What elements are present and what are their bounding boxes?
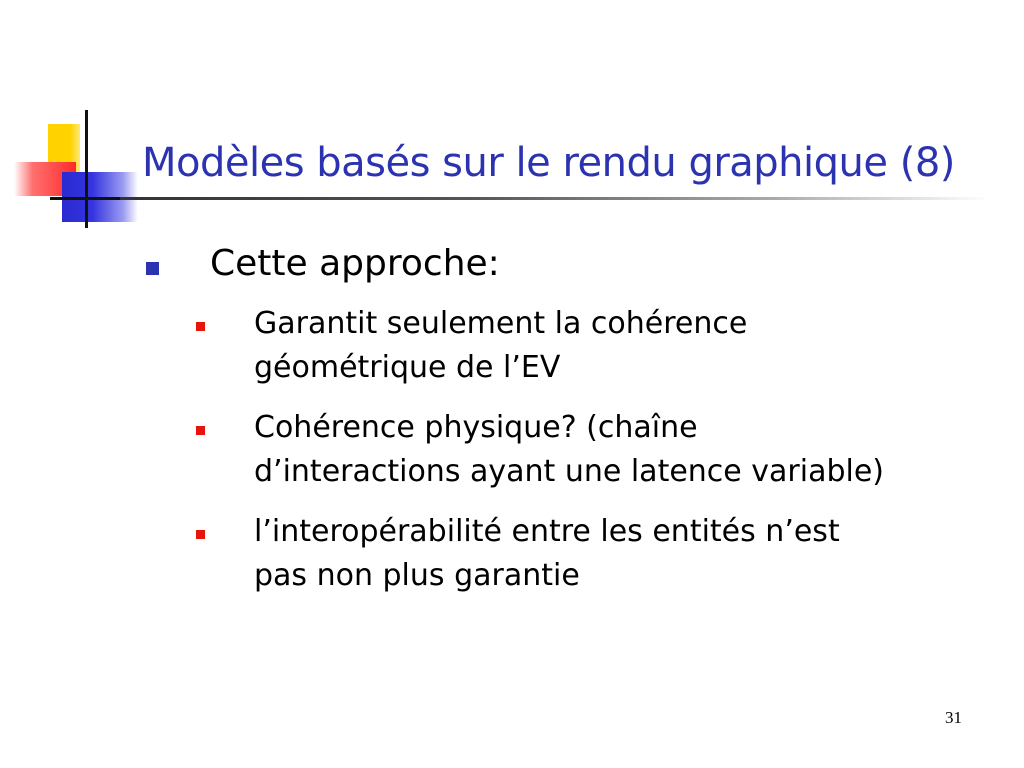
red-square-bullet-icon [196, 426, 205, 435]
title-underline [120, 197, 990, 200]
sub-bullet-line: géométrique de l’EV [254, 350, 561, 385]
red-square-bullet-icon [196, 530, 205, 539]
sub-bullet-2 [196, 406, 996, 494]
logo-vertical-line [85, 110, 88, 228]
sub-bullet-line: pas non plus garantie [254, 558, 580, 593]
logo-horizontal-line [50, 197, 120, 200]
main-bullet-text: Cette approche: [210, 243, 500, 284]
sub-bullet-text [254, 510, 996, 598]
sub-bullet-text [254, 406, 996, 494]
sub-bullet-3 [196, 510, 996, 598]
blue-square-bullet-icon [146, 262, 159, 275]
page-number: 31 [945, 708, 962, 727]
slide-title: Modèles basés sur le rendu graphique (8) [142, 140, 955, 186]
main-bullet [146, 240, 996, 288]
sub-bullet-line: Garantit seulement la cohérence [254, 306, 748, 341]
decorative-logo [0, 100, 150, 240]
sub-bullet-line: d’interactions ayant une latence variable) [254, 454, 885, 489]
sub-bullet-text [254, 302, 996, 390]
sub-bullet-1 [196, 302, 996, 390]
red-square-bullet-icon [196, 322, 205, 331]
sub-bullet-line: l’interopérabilité entre les entités n’est [254, 514, 840, 549]
sub-bullet-line: Cohérence physique? (chaîne [254, 410, 698, 445]
